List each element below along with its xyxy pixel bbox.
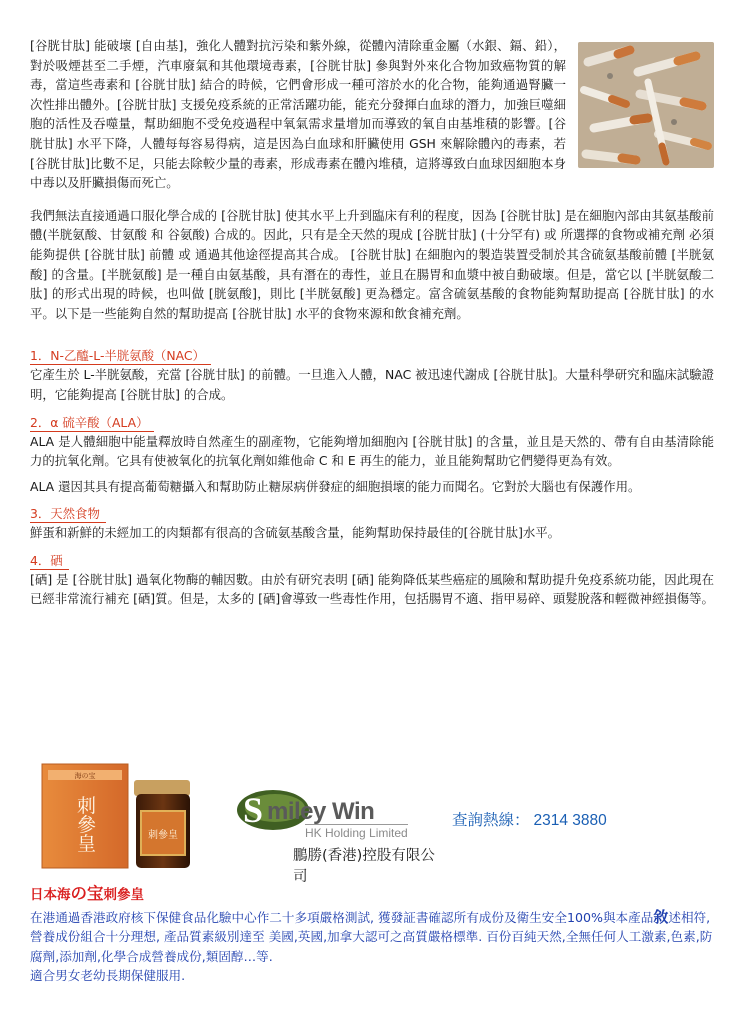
advertisement-footer	[30, 760, 714, 1010]
cigarette-butts-photo	[578, 42, 714, 168]
section-heading-nac: 1．N-乙醯-L-半胱氨酸（NAC）	[30, 347, 211, 365]
article	[30, 36, 714, 609]
description-part-1: 在港通過香港政府核下保健食品化驗中心作二十多項嚴格測試, 獲發証書確認所有成份及衛生安全100%與本產品	[30, 910, 654, 925]
hotline	[452, 808, 607, 830]
hotline-label: 查詢熱線：	[452, 812, 530, 829]
intro-paragraph-2: 我們無法直接通過口服化學合成的 [谷胱甘肽] 使其水平上升到臨床有利的程度，因為 [谷胱甘肽] 是在細胞內部由其氨基酸前體(半胱氨酸、甘氨酸 和 谷氨酸) 合成的。因此，只有是全天然的現成 [谷胱甘肽] (十分罕有) 或 所選擇的食物或補充劑 必須能夠提供 [谷胱甘肽] 前體 或 通過其他途徑提高其合成。 [谷胱甘肽] 在細胞內的製造裝置受制於其含硫氨基酸前體 [半胱氨酸] 的含量。[半胱氨酸] 是一種自由氨基酸，具有潛在的毒性，並且在腸胃和血漿中被自動破壞。但是，當它以 [半胱氨酸二肽] 的形式出現的時候，也叫做 [胱氨酸]，則比 [半胱氨酸] 更為穩定。富含硫氨基酸的食物能夠幫助提高 [谷胱甘肽] 的水平。以下是一些能夠自然的幫助提高 [谷胱甘肽] 水平的食物來源和飲食補充劑。	[30, 207, 714, 321]
product-box-label: 刺參皇	[74, 795, 96, 853]
product-description	[30, 908, 714, 986]
description-part-2: 述相符,營養成份組合十分理想, 產品質素級別達至 美國,英國,加拿大認可之高質嚴格標準. 百份百純天然,全無任何人工激素,色素,防腐劑,添加劑,化學合成營養成份,類固醇…等.	[30, 910, 713, 964]
product-jar-label: 刺參皇	[148, 830, 178, 841]
section-text-natural-food: 鮮蛋和新鮮的未經加工的肉類都有很高的含硫氨基酸含量，能夠幫助保持最佳的[谷胱甘肽]水平。	[30, 525, 561, 541]
section-heading-selenium: 4．硒	[30, 552, 69, 570]
section-text-ala: ALA 是人體細胞中能量釋放時自然產生的副產物，它能夠增加細胞內 [谷胱甘肽] 的含量，並且是天然的、帶有自由基清除能力的抗氧化劑。它具有使被氧化的抗氧化劑如維他命 C 和 E 再生的能力，並且能夠幫助它們變得更為有效。	[30, 433, 714, 469]
intro-paragraph-1: [谷胱甘肽] 能破壞 [自由基]，強化人體對抗污染和紫外線，從體內清除重金屬（水銀、鎘、鉛），對於吸煙甚至二手煙，汽車廢氣和其他環境毒素，[谷胱甘肽] 參與對外來化合物加致癌物質的解毒，當這些毒素和 [谷胱甘肽] 結合的時候，它們會形成一種可溶於水的化合物，能夠通過腎臟一次性排出體外。[谷胱甘肽] 支援免疫系統的正常活躍功能，能充分發揮白血球的潛力，加強巨噬細胞的活性及吞噬量，幫助細胞不受免疫過程中氧氣需求量增加而導致的氧自由基堆積的影響。[谷胱甘肽] 水平下降，人體每每容易得病，這是因為白血球和肝臟使用 GSH 來解除體內的毒素，若[谷胱甘肽]比數不足，只能去除較少量的毒素，形成毒素在體內堆積，這將導致白血球因細胞本身中毒以及肝臟損傷而死亡。	[30, 38, 566, 191]
logo-initial: S	[243, 790, 264, 830]
logo-name: miley Win	[267, 798, 375, 825]
section-heading-ala: 2．α 硫辛酸（ALA）	[30, 414, 154, 432]
section-text-nac: 它產生於 L-半胱氨酸，充當 [谷胱甘肽] 的前體。一旦進入人體，NAC 被迅速代謝成 [谷胱甘肽]。大量科學研究和臨床試驗證明，它能夠提高 [谷胱甘肽] 的合成。	[30, 367, 714, 402]
section-text-selenium: [硒] 是 [谷胱甘肽] 過氧化物酶的輔因數。由於有研究表明 [硒] 能夠降低某些癌症的風險和幫助提升免疫系統功能，因此現在已經非常流行補充 [硒]質。但是，太多的 [硒]會導致一些毒性作用，包括腸胃不適、指甲易碎、頭髮脫落和輕微神經損傷等。	[30, 571, 714, 607]
description-part-3: 適合男女老幼長期保健服用.	[30, 968, 186, 984]
section-heading-natural-food: 3．天然食物	[30, 505, 106, 523]
section-text-ala-2: ALA 還因其具有提高葡萄糖攝入和幫助防止糖尿病併發症的細胞損壞的能力而聞名。它對於大腦也有保護作用。	[30, 478, 641, 494]
brand-suffix: 刺參皇	[103, 887, 144, 903]
product-image	[38, 760, 208, 872]
product-box-top-text: 海の宝	[74, 772, 96, 780]
company-chinese-name: 鵬勝(香港)控股有限公司	[293, 848, 435, 885]
brand-big: の宝	[70, 884, 104, 903]
brand-title	[30, 880, 144, 904]
brand-prefix: 日本海	[30, 887, 71, 903]
company-logo	[235, 774, 445, 885]
hotline-number[interactable]: 2314 3880	[533, 812, 607, 829]
logo-subtitle: HK Holding Limited	[305, 826, 408, 840]
description-big-char: 敘	[653, 908, 669, 926]
